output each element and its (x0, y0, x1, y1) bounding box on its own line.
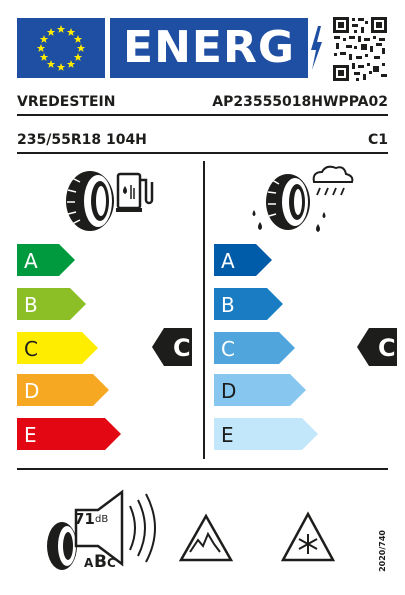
energy-title-block (110, 18, 324, 78)
energy-title: ENERG (110, 18, 308, 78)
wet-grip-bar-label: C (221, 337, 235, 361)
noise-class-a: A (84, 556, 94, 570)
fuel-bar-e (17, 418, 121, 450)
fuel-rating-letter: C (173, 334, 191, 362)
lightning-icon (308, 18, 324, 78)
wet-grip-bar-label: E (221, 423, 234, 447)
wet-grip-bar-label: D (221, 379, 237, 403)
tyre-rain-cloud-icon (250, 162, 360, 242)
eu-flag-icon (17, 18, 105, 78)
regulation-number: 2020/740 (378, 530, 387, 572)
wet-grip-bar-c (214, 332, 295, 364)
fuel-bar-b (17, 288, 86, 320)
noise-unit: dB (95, 514, 109, 525)
tyre-size: 235/55R18 104H (17, 132, 147, 148)
fuel-bar-label: D (24, 379, 40, 403)
divider-size (17, 152, 388, 154)
tyre-speaker-icon (40, 488, 160, 578)
fuel-bar-a (17, 244, 75, 276)
wet-grip-bar-label: A (221, 249, 235, 273)
mountain-snowflake-icon (280, 510, 336, 568)
noise-value: 71 (74, 510, 95, 528)
fuel-bar-label: E (24, 423, 37, 447)
tyre-class: C1 (367, 132, 388, 148)
qr-code-icon[interactable] (332, 16, 388, 82)
article-code: AP23555018HWPPA02 (212, 94, 388, 110)
wet-grip-rating-marker (357, 328, 397, 366)
fuel-rating-marker (152, 328, 192, 366)
wet-grip-bar-d (214, 374, 306, 406)
fuel-bar-c (17, 332, 98, 364)
wet-grip-bar-e (214, 418, 318, 450)
noise-class-b: B (94, 552, 107, 572)
three-peak-mountain-snowflake-icon (178, 512, 234, 568)
divider-bottom (17, 468, 388, 470)
noise-class-c: C (107, 556, 116, 570)
wet-grip-rating-letter: C (378, 334, 396, 362)
wet-grip-bar-a (214, 244, 272, 276)
divider-vertical (203, 161, 205, 459)
brand-name: VREDESTEIN (17, 94, 116, 110)
tyre-fuel-pump-icon (60, 166, 160, 240)
wet-grip-bar-b (214, 288, 283, 320)
fuel-bar-label: B (24, 293, 38, 317)
fuel-bar-label: A (24, 249, 38, 273)
fuel-bar-d (17, 374, 109, 406)
fuel-bar-label: C (24, 337, 38, 361)
wet-grip-bar-label: B (221, 293, 235, 317)
divider-top (17, 114, 388, 116)
